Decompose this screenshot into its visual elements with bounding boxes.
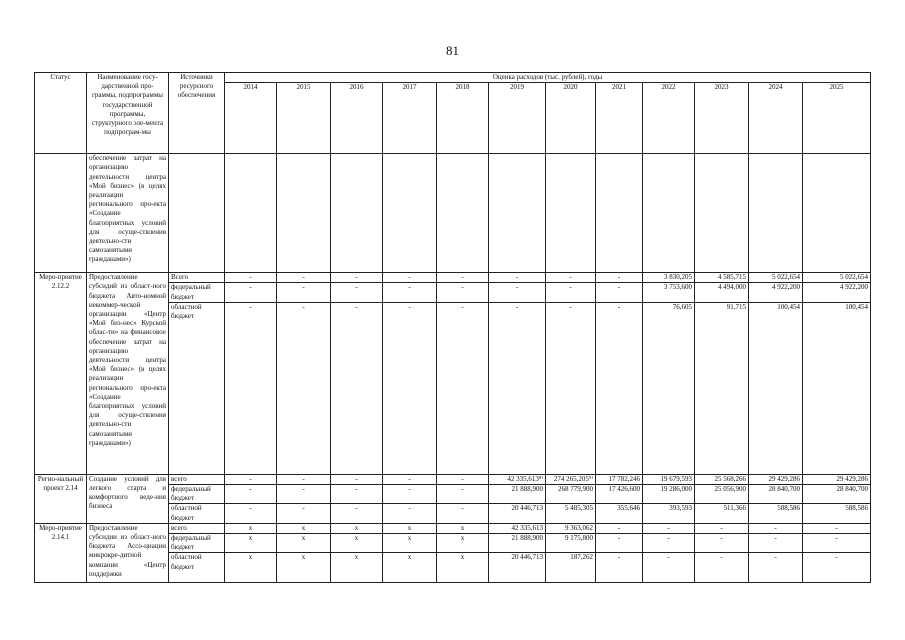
row-status: Меро-приятие 2.12.2 — [35, 273, 87, 475]
value-cell: - — [596, 553, 643, 583]
value-cell: - — [437, 283, 489, 302]
value-cell: 4 922,200 — [803, 283, 871, 302]
page-number: 81 — [446, 43, 459, 58]
row-source: федеральный бюджет — [169, 534, 225, 553]
year-header: 2016 — [331, 83, 383, 154]
value-cell: 42 335,613⁸⁾ — [489, 474, 546, 484]
year-header: 2019 — [489, 83, 546, 154]
value-cell: - — [277, 485, 331, 504]
value-cell: 25 056,900 — [695, 485, 749, 504]
value-cell: x — [437, 553, 489, 583]
year-header: 2021 — [596, 83, 643, 154]
value-cell: - — [489, 273, 546, 283]
value-cell: 9 363,062 — [546, 523, 596, 533]
header-status: Статус — [35, 73, 87, 154]
header-source: Источники ресурсного обеспечения — [169, 73, 225, 154]
budget-table — [34, 72, 871, 583]
value-cell: - — [695, 534, 749, 553]
value-cell: 20 446,713 — [489, 504, 546, 523]
value-cell: - — [331, 283, 383, 302]
value-cell: 17 426,600 — [596, 485, 643, 504]
value-cell: - — [383, 504, 437, 523]
continuation-text: обеспечение затрат на организацию деятельности центра «Мой бизнес» (в целях реализации регионального про-екта «Создание благоприятных условий для осуще-ствления деятельно-сти самозанятыми гражданами») — [87, 154, 169, 273]
value-cell: 29 429,286 — [749, 474, 803, 484]
value-cell: - — [225, 283, 277, 302]
value-cell: 20 446,713 — [489, 553, 546, 583]
row-source: всего — [169, 523, 225, 533]
value-cell: - — [643, 553, 695, 583]
value-cell: - — [749, 534, 803, 553]
year-header: 2017 — [383, 83, 437, 154]
value-cell: x — [437, 534, 489, 553]
value-cell: 42 335,613 — [489, 523, 546, 533]
table-row — [35, 474, 871, 484]
value-cell: 9 175,800 — [546, 534, 596, 553]
value-cell: 393,593 — [643, 504, 695, 523]
header-row — [35, 73, 871, 83]
value-cell: x — [383, 553, 437, 583]
table-row — [35, 273, 871, 283]
row-status: Меро-приятие 2.14.1 — [35, 523, 87, 583]
year-header: 2018 — [437, 83, 489, 154]
value-cell: 100,454 — [803, 302, 871, 474]
value-cell: - — [695, 553, 749, 583]
value-cell: - — [643, 523, 695, 533]
value-cell: x — [225, 523, 277, 533]
value-cell: - — [331, 273, 383, 283]
value-cell: - — [546, 273, 596, 283]
value-cell: 76,605 — [643, 302, 695, 474]
value-cell: 511,366 — [695, 504, 749, 523]
value-cell: - — [383, 474, 437, 484]
value-cell: x — [331, 523, 383, 533]
value-cell: x — [225, 553, 277, 583]
value-cell: - — [277, 474, 331, 484]
value-cell: 19 679,593 — [643, 474, 695, 484]
value-cell: - — [331, 474, 383, 484]
row-source: федеральный бюджет — [169, 283, 225, 302]
year-header: 2015 — [277, 83, 331, 154]
value-cell: - — [277, 273, 331, 283]
value-cell: - — [277, 283, 331, 302]
value-cell: - — [277, 504, 331, 523]
value-cell: - — [383, 485, 437, 504]
header-expenses: Оценка расходов (тыс. рублей), годы — [225, 73, 871, 83]
value-cell: 4 922,200 — [749, 283, 803, 302]
value-cell: 19 286,000 — [643, 485, 695, 504]
value-cell: - — [225, 485, 277, 504]
value-cell: 187,262 — [546, 553, 596, 583]
row-source: Всего — [169, 273, 225, 283]
value-cell: - — [596, 534, 643, 553]
value-cell: - — [331, 504, 383, 523]
value-cell: - — [695, 523, 749, 533]
value-cell: - — [383, 302, 437, 474]
year-header: 2025 — [803, 83, 871, 154]
value-cell: - — [437, 273, 489, 283]
value-cell: - — [383, 283, 437, 302]
cont-source-cell — [169, 154, 225, 273]
value-cell: 17 782,246 — [596, 474, 643, 484]
row-source: федеральный бюджет — [169, 485, 225, 504]
value-cell: - — [437, 485, 489, 504]
value-cell: - — [437, 504, 489, 523]
value-cell: - — [331, 485, 383, 504]
value-cell: 28 840,700 — [803, 485, 871, 504]
value-cell: 3 753,600 — [643, 283, 695, 302]
value-cell: - — [489, 283, 546, 302]
value-cell: - — [596, 523, 643, 533]
value-cell: x — [383, 534, 437, 553]
value-cell: - — [803, 553, 871, 583]
value-cell: 588,586 — [749, 504, 803, 523]
value-cell: 21 888,900 — [489, 534, 546, 553]
value-cell: 28 840,700 — [749, 485, 803, 504]
value-cell: 25 568,266 — [695, 474, 749, 484]
header-name: Наименование госу-дарственной про-граммы, подпрограммы государственной программы, структурного эле-мента подпрограм-мы — [87, 73, 169, 154]
row-source: областной бюджет — [169, 302, 225, 474]
value-cell: - — [225, 504, 277, 523]
row-name: Предоставление субсидий из област-ного бюджета Авто-номной некоммер-ческой организации «Центр «Мой биз-нес» Курской облас-ти» на финансовое обеспечение затрат на организацию деятельности центра «Мой бизнес» (в целях реализации регионального про-екта «Создание благоприятных условий для осуще-ствления деятельно-сти самозанятыми гражданами») — [87, 273, 169, 475]
value-cell: 355,646 — [596, 504, 643, 523]
value-cell: - — [225, 474, 277, 484]
value-cell: - — [749, 553, 803, 583]
row-source: всего — [169, 474, 225, 484]
row-name: Создание условий для легкого старта и комфортного веде-ния бизнеса — [87, 474, 169, 523]
value-cell: x — [383, 523, 437, 533]
value-cell: - — [596, 302, 643, 474]
row-name: Предоставление субсидии из област-ного бюджета Ассо-циации микрокре-дитной компании «Центр поддержки — [87, 523, 169, 583]
value-cell: - — [277, 302, 331, 474]
value-cell: x — [437, 523, 489, 533]
value-cell: 4 494,000 — [695, 283, 749, 302]
value-cell: 588,586 — [803, 504, 871, 523]
cont-status-cell — [35, 154, 87, 273]
value-cell: 29 429,286 — [803, 474, 871, 484]
value-cell: 21 888,900 — [489, 485, 546, 504]
value-cell: x — [277, 534, 331, 553]
value-cell: - — [643, 534, 695, 553]
value-cell: - — [546, 302, 596, 474]
value-cell: - — [546, 283, 596, 302]
value-cell: - — [331, 302, 383, 474]
value-cell: 5 022,654 — [803, 273, 871, 283]
year-header: 2022 — [643, 83, 695, 154]
value-cell: x — [277, 523, 331, 533]
row-status: Регио-нальный проект 2.14 — [35, 474, 87, 523]
value-cell: 4 585,715 — [695, 273, 749, 283]
value-cell: - — [596, 273, 643, 283]
value-cell: - — [489, 302, 546, 474]
value-cell: - — [437, 302, 489, 474]
year-header: 2020 — [546, 83, 596, 154]
row-source: областной бюджет — [169, 553, 225, 583]
value-cell: - — [225, 302, 277, 474]
year-header: 2024 — [749, 83, 803, 154]
value-cell: x — [331, 553, 383, 583]
value-cell: - — [437, 474, 489, 484]
year-header: 2014 — [225, 83, 277, 154]
value-cell: - — [225, 273, 277, 283]
value-cell: 100,454 — [749, 302, 803, 474]
value-cell: - — [803, 534, 871, 553]
value-cell: 5 485,305 — [546, 504, 596, 523]
value-cell: 3 830,205 — [643, 273, 695, 283]
value-cell: - — [383, 273, 437, 283]
value-cell: - — [803, 523, 871, 533]
value-cell: 274 265,205⁹⁾ — [546, 474, 596, 484]
continuation-row — [35, 154, 871, 273]
value-cell: - — [749, 523, 803, 533]
row-source: областной бюджет — [169, 504, 225, 523]
value-cell: 91,715 — [695, 302, 749, 474]
year-header: 2023 — [695, 83, 749, 154]
value-cell: x — [331, 534, 383, 553]
value-cell: 5 022,654 — [749, 273, 803, 283]
value-cell: x — [277, 553, 331, 583]
value-cell: 268 779,900 — [546, 485, 596, 504]
value-cell: - — [596, 283, 643, 302]
table-row — [35, 523, 871, 533]
value-cell: x — [225, 534, 277, 553]
